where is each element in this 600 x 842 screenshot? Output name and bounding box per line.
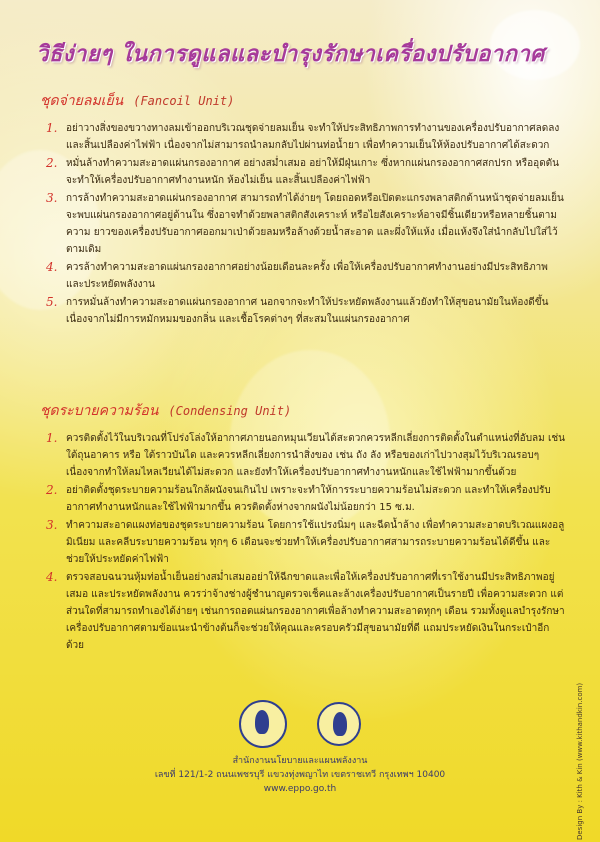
item-number: 4.: [46, 570, 58, 584]
section-heading-fancoil: [40, 90, 234, 112]
item-text: การหมั่นล้างทำความสะอาดแผ่นกรองอากาศ นอกจากจะทำให้ประหยัดพลังงานแล้วยังทำให้สุขอนามัยในห้องดีขึ้นเนื่องจากไม่มีการหมักหมมของกลิ่น และเชื้อโรคต่างๆ ที่สะสมในแผ่นกรองอากาศ: [66, 297, 549, 325]
list-item: [46, 294, 566, 328]
section-heading-en: (Fancoil Unit): [133, 94, 235, 108]
item-number: 5.: [46, 295, 58, 309]
footer-website[interactable]: www.eppo.go.th: [263, 784, 337, 794]
item-number: 4.: [46, 260, 58, 274]
section-heading-th: ชุดระบายความร้อน: [40, 403, 159, 419]
item-text: ทำความสะอาดแผงท่อของชุดระบายความร้อน โดยการใช้แปรงนิ่มๆ และฉีดน้ำล้าง เพื่อทำความสะอาดบริเวณแผงอลูมิเนียม และคลีบระบายความร้อน ทุกๆ 6 เดือนจะช่วยทำให้เครื่องปรับอากาศสามารถระบายความร้อนได้ดีขึ้น และช่วยให้ประหยัดค่าไฟฟ้า: [66, 520, 565, 565]
logo-group: [0, 700, 600, 748]
item-number: 1.: [46, 121, 58, 135]
item-number: 2.: [46, 483, 58, 497]
condensing-list: [46, 430, 566, 655]
footer-org: สำนักงานนโยบายและแผนพลังงาน: [232, 756, 368, 766]
item-number: 2.: [46, 156, 58, 170]
list-item: [46, 190, 566, 258]
list-item: [46, 517, 566, 568]
section-heading-en: (Condensing Unit): [168, 404, 292, 418]
item-number: 3.: [46, 518, 58, 532]
list-item: [46, 430, 566, 481]
section-heading-condensing: [40, 400, 291, 422]
fancoil-list: [46, 120, 566, 329]
list-item: [46, 120, 566, 154]
list-item: [46, 155, 566, 189]
item-text: ควรล้างทำความสะอาดแผ่นกรองอากาศอย่างน้อยเดือนละครั้ง เพื่อให้เครื่องปรับอากาศทำงานอย่างมีประสิทธิภาพ และประหยัดพลังงาน: [66, 262, 548, 290]
item-text: การล้างทำความสะอาดแผ่นกรองอากาศ สามารถทำได้ง่ายๆ โดยถอดหรือเปิดตะแกรงพลาสติกด้านหน้าชุดจ่ายลมเย็น จะพบแผ่นกรองอากาศอยู่ด้านใน ซึ่งอาจทำด้วยพลาสติกสังเคราะห์ หรือไยสังเคราะห์อาจมีชิ้นเดียวหรือหลายชิ้นตามความ ยาวของเครื่องปรับอากาศออกมาเป่าด้วยลมหรือล้างด้วยน้ำสะอาด และผึ่งให้แห้ง เมื่อแห้งจึงใส่นำกลับไปใส่ไว้ตามเดิม: [66, 193, 564, 255]
item-number: 1.: [46, 431, 58, 445]
item-text: อย่าวางสิ่งของขวางทางลมเข้าออกบริเวณชุดจ่ายลมเย็น จะทำให้ประสิทธิภาพการทำงานของเครื่องปรับอากาศลดลง และสิ้นเปลืองค่าไฟฟ้า เนื่องจากไม่สามารถนำลมกลับไปผ่านท่อน้ำยา เพื่อทำความเย็นให้ห้องปรับอากาศได้สะดวก: [66, 123, 560, 151]
list-item: [46, 259, 566, 293]
design-credit: Design By : Kith & Kin (www.kithandkin.com): [576, 682, 584, 840]
item-number: 3.: [46, 191, 58, 205]
footer-address: เลขที่ 121/1-2 ถนนเพชรบุรี แขวงทุ่งพญาไท เขตราชเทวี กรุงเทพฯ 10400: [154, 770, 446, 780]
list-item: [46, 482, 566, 516]
footer: [0, 700, 600, 796]
item-text: ตรวจสอบฉนวนหุ้มท่อน้ำเย็นอย่างสม่ำเสมออย่าให้ฉีกขาดและเพื่อให้เครื่องปรับอากาศที่เราใช้งานมีประสิทธิภาพอยู่เสมอ และประหยัดพลังงาน ควรว่าจ้างช่างผู้ชำนาญตรวจเช็คและล้างเครื่องปรับอากาศเป็นรายปี เพื่อความสะดวก แต่ส่วนใดที่สามารถทำเองได้ง่ายๆ เช่นการถอดแผ่นกรองอากาศเพื่อล้างทำความสะอาดทุกๆ เดือน รวมทั้งดูแลบำรุงรักษาเครื่องปรับอากาศตามข้อแนะนำข้างต้นก็จะช่วยให้คุณและครอบครัวมีสุขอนามัยที่ดี แถมประหยัดเงินในกระเป๋าอีกด้วย: [66, 572, 565, 651]
item-text: ควรติดตั้งไว้ในบริเวณที่โปร่งโล่งให้อากาศภายนอกหมุนเวียนได้สะดวกควรหลีกเลี่ยงการติดตั้งในตำแหน่งที่อับลม เช่น ใต้ถุนอาคาร หรือ ใต้ราวบันได และควรหลีกเลี่ยงการนำสิ่งของ เช่น ถัง ลัง หรือของเก่าไปวางสุมไว้บริเวณรอบๆ เนื่องจากทำให้ลมไหลเวียนได้ไม่สะดวก และยังทำให้เครื่องปรับอากาศทำงานหนักและใช้ไฟฟ้ามากขึ้นด้วย: [66, 433, 565, 478]
item-text: อย่าติดตั้งชุดระบายความร้อนใกล้ผนังจนเกินไป เพราะจะทำให้การระบายความร้อนไม่สะดวก และทำให้เครื่องปรับอากาศทำงานหนักและใช้ไฟฟ้ามากขึ้น ควรติดตั้งห่างจากผนังไม่น้อยกว่า 15 ซ.ม.: [66, 485, 551, 513]
eppo-logo-icon: [317, 702, 361, 746]
page-title: วิธีง่ายๆ ในการดูแลและบำรุงรักษาเครื่องปรับอากาศ: [36, 41, 545, 67]
list-item: [46, 569, 566, 654]
item-text: หมั่นล้างทำความสะอาดแผ่นกรองอากาศ อย่างสม่ำเสมอ อย่าให้มีฝุ่นเกาะ ซึ่งหากแผ่นกรองอากาศสกปรก หรืออุดตัน จะทำให้เครื่องปรับอากาศทำงานหนัก ห้องไม่เย็น และสิ้นเปลืองค่าไฟฟ้า: [66, 158, 560, 186]
ministry-logo-icon: [239, 700, 287, 748]
section-heading-th: ชุดจ่ายลมเย็น: [40, 93, 124, 109]
